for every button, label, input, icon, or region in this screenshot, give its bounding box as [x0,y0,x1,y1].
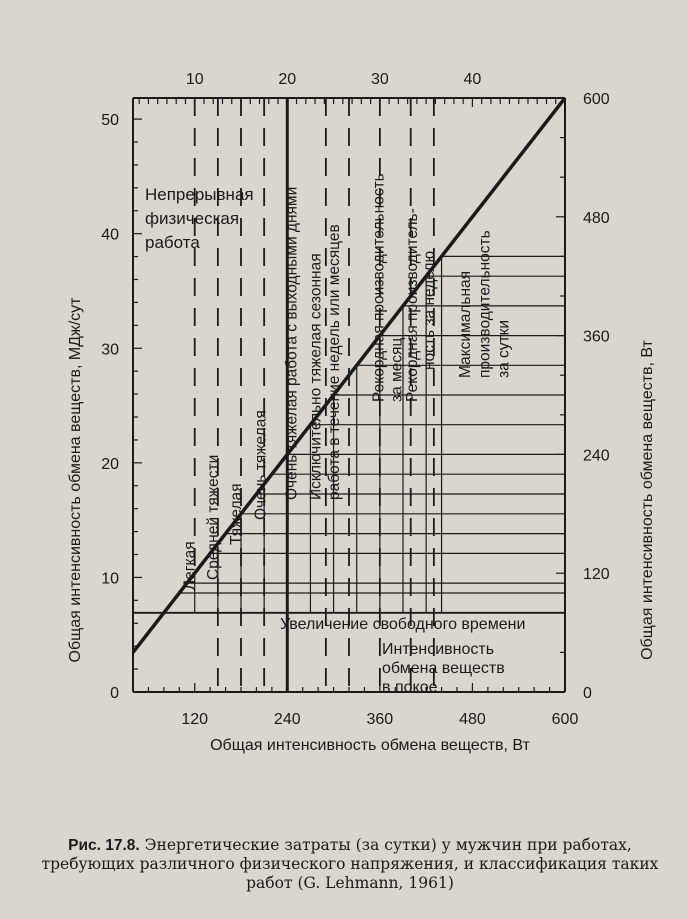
category-label-10: ность за неделю [420,250,438,370]
top-tick-label: 40 [463,71,482,88]
right-tick-label: 240 [583,447,610,465]
category-label-7: Рекордная производительность [370,173,388,402]
rest-line-2: обмена веществ [382,660,505,677]
left-tick-label: 10 [101,570,119,588]
left-tick-label: 30 [101,341,119,359]
y-axis-label-left: Общая интенсивность обмена веществ, МДж/сут [67,297,84,663]
x-tick-label: 120 [181,711,209,728]
x-tick-label: 360 [366,711,394,728]
right-tick-label: 120 [583,566,610,584]
continuous-line-1: Непрерывная [145,185,254,204]
category-label-8: за месяц [388,337,406,402]
x-tick-label: 480 [459,711,486,728]
rest-line-1: Интенсивность [382,641,495,658]
category-label-12: производительность [476,230,494,378]
x-axis-label: Общая интенсивность обмена веществ, Вт [210,737,530,754]
x-tick-label: 240 [273,711,301,728]
rest-line-3: в покое [382,679,438,696]
category-label-13: за сутки [495,319,513,378]
right-tick-label: 600 [583,91,610,108]
category-label-9: Рекордная производитель- [403,208,421,402]
top-tick-label: 10 [185,71,204,88]
category-labels [182,173,513,590]
top-tick-label: 20 [278,71,297,88]
x-tick-label: 600 [551,711,579,728]
continuous-line-2: физическая [145,209,240,228]
category-label-11: Максимальная [457,270,475,378]
category-label-6: работа в течение недель или месяцев [325,224,343,500]
right-tick-label: 0 [583,685,592,702]
top-tick-label: 30 [370,71,389,88]
left-tick-label: 20 [101,455,119,473]
left-tick-label: 50 [101,112,119,130]
y-axis-label-right: Общая интенсивность обмена веществ, Вт [639,340,656,660]
free-time-label: Увеличение свободного времени [280,616,526,633]
right-tick-label: 480 [583,209,610,227]
caption-prefix: Рис. 17.8. [68,837,140,854]
continuous-line-3: работа [145,233,200,252]
category-label-1: Средней тяжести [204,454,222,580]
left-tick-label: 0 [110,685,119,702]
figure-caption [40,836,660,893]
caption-text: Энергетические затраты (за сутки) у мужчин при работах, требующих различного физического напряжения, и классификация таких работ (G. Lehmann, 1961) [41,836,659,892]
category-label-4: Очень тяжелая работа с выходными днями [283,186,301,500]
category-label-3: Очень тяжелая [252,410,270,520]
category-label-5: Исключительно тяжелая сезонная [307,253,325,500]
left-tick-label: 40 [101,226,119,244]
category-label-2: Тяжелая [228,483,245,545]
category-label-0: Легкая [181,541,199,590]
right-tick-label: 360 [583,328,610,346]
